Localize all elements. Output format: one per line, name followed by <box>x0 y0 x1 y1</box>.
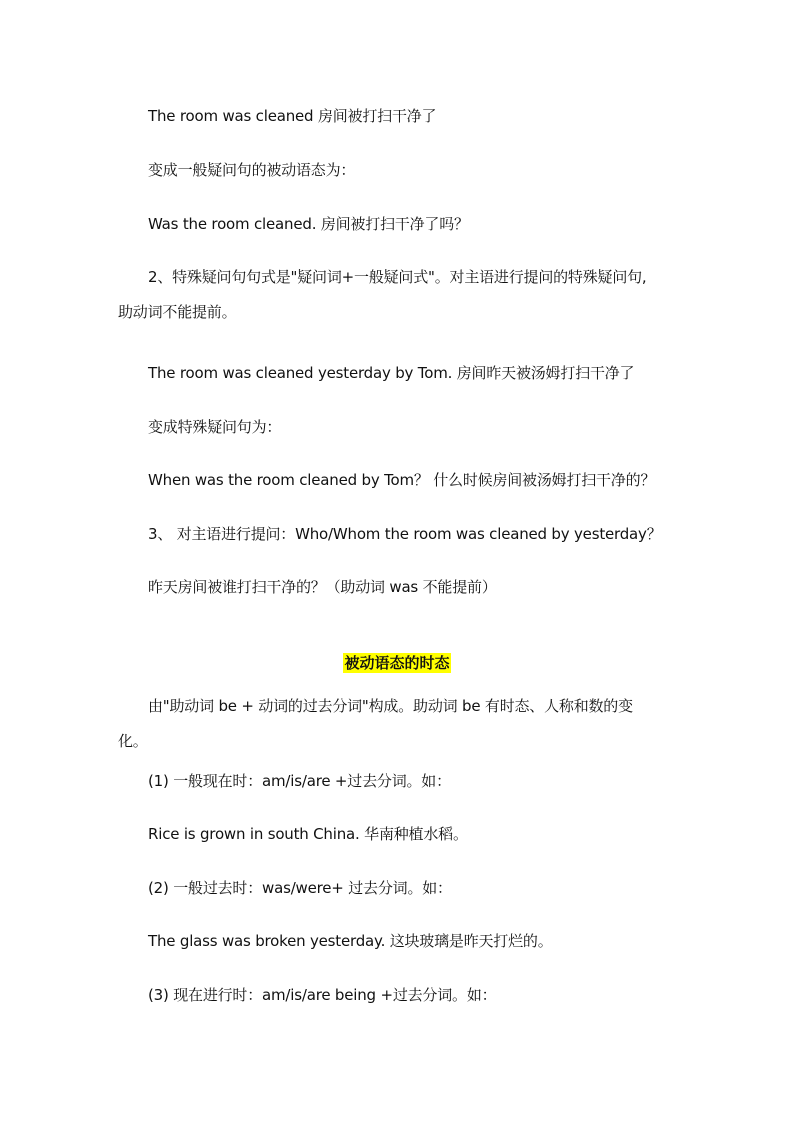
simple-past-example: The glass was broken yesterday. 这块玻璃是昨天打烂的。 <box>148 932 553 950</box>
special-question-example: When was the room cleaned by Tom？ 什么时候房间被汤姆打扫干净的？ <box>148 471 656 489</box>
general-question-example: Was the room cleaned. 房间被打扫干净了吗？ <box>148 215 469 233</box>
passive-structure-line2: 化。 <box>118 732 148 750</box>
subject-question-example: 3、 对主语进行提问：Who/Whom the room was cleaned by yesterday？ <box>148 525 662 543</box>
passive-structure-line1: 由"助动词 be + 动词的过去分词"构成。助动词 be 有时态、人称和数的变 <box>148 697 633 715</box>
section-heading-text: 被动语态的时态 <box>344 654 450 672</box>
present-continuous-rule: (3) 现在进行时：am/is/are being +过去分词。如： <box>148 986 497 1004</box>
simple-present-example: Rice is grown in south China. 华南种植水稻。 <box>148 825 468 843</box>
section-heading <box>0 652 794 674</box>
subject-question-translation: 昨天房间被谁打扫干净的？（助动词 was 不能提前） <box>148 578 497 596</box>
simple-past-rule: (2) 一般过去时：was/were+ 过去分词。如： <box>148 879 452 897</box>
example-sentence-yesterday-by-tom: The room was cleaned yesterday by Tom. 房间昨天被汤姆打扫干净了 <box>148 364 635 382</box>
special-question-intro: 变成特殊疑问句为： <box>148 418 282 436</box>
special-question-rule-line2: 助动词不能提前。 <box>118 303 237 321</box>
general-question-intro: 变成一般疑问句的被动语态为： <box>148 161 356 179</box>
special-question-rule-line1: 2、特殊疑问句句式是"疑问词+一般疑问式"。对主语进行提问的特殊疑问句, <box>148 268 647 286</box>
passive-structure-paragraph <box>118 695 680 752</box>
special-question-rule-paragraph <box>118 266 680 323</box>
example-sentence-cleaned: The room was cleaned 房间被打扫干净了 <box>148 107 437 125</box>
simple-present-rule: (1) 一般现在时：am/is/are +过去分词。如： <box>148 772 451 790</box>
